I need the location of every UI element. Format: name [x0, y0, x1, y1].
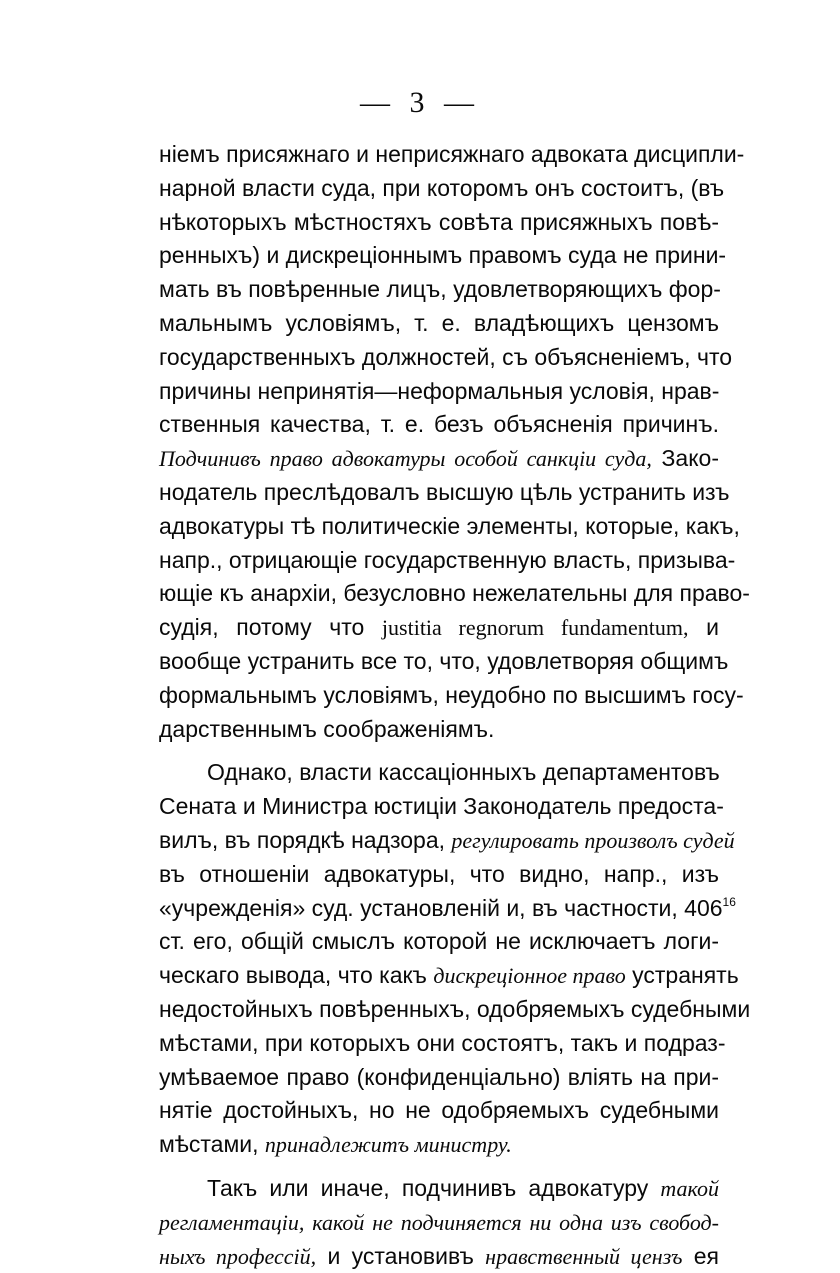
- text-run: Такъ или иначе, подчинивъ адвокатуру: [207, 1175, 660, 1201]
- text-run: вилъ, въ порядкѣ надзора,: [159, 827, 451, 853]
- text-run: дарственнымъ соображеніямъ.: [159, 716, 494, 742]
- text-line: [159, 892, 719, 926]
- text-run: нѣкоторыхъ мѣстностяхъ совѣта присяжныхъ повѣ-: [159, 209, 719, 235]
- italic-text: регламентаціи, какой не подчиняется ни одна изъ свобод-: [159, 1210, 719, 1235]
- text-run: Однако, власти кассаціонныхъ департаментовъ: [207, 759, 720, 785]
- italic-text: принадлежитъ министру.: [265, 1132, 512, 1157]
- paragraph: [159, 1172, 719, 1273]
- text-line: [159, 756, 719, 790]
- text-line: [159, 239, 719, 273]
- text-run: и: [689, 614, 719, 640]
- text-line: [159, 959, 719, 993]
- text-run: государственныхъ должностей, съ объясненіемъ, что: [159, 344, 732, 370]
- text-line: [159, 476, 719, 510]
- text-run: ренныхъ) и дискреціоннымъ правомъ суда не прини-: [159, 242, 726, 268]
- text-run: формальнымъ условіямъ, неудобно по высшимъ госу-: [159, 682, 744, 708]
- text-line: [159, 1094, 719, 1128]
- text-run: устранять: [626, 962, 739, 988]
- text-line: [159, 341, 719, 375]
- text-line: [159, 1240, 719, 1273]
- text-run: Зако-: [652, 445, 719, 471]
- text-line: [159, 1027, 719, 1061]
- body-text: [159, 138, 719, 1273]
- latin-phrase: justitia regnorum fundamentum,: [382, 615, 689, 640]
- text-line: [159, 577, 719, 611]
- text-line: [159, 1172, 719, 1206]
- text-line: [159, 442, 719, 476]
- paragraph-gap: [159, 746, 719, 756]
- text-line: [159, 138, 719, 172]
- text-line: [159, 858, 719, 892]
- text-line: [159, 925, 719, 959]
- text-run: напр., отрицающіе государственную власть, призыва-: [159, 547, 735, 573]
- text-run: нарной власти суда, при которомъ онъ состоитъ, (въ: [159, 175, 724, 201]
- text-run: адвокатуры тѣ политическіе элементы, которые, какъ,: [159, 513, 740, 539]
- text-run: нятіе достойныхъ, но не одобряемыхъ судебными: [159, 1097, 719, 1123]
- text-run: судія, потому что: [159, 614, 382, 640]
- page-number: — 3 —: [0, 86, 840, 120]
- text-run: мѣстами,: [159, 1131, 265, 1157]
- italic-text: ныхъ профессій,: [159, 1244, 316, 1269]
- text-run: ческаго вывода, что какъ: [159, 962, 433, 988]
- text-line: [159, 206, 719, 240]
- italic-text: регулировать произволъ судей: [451, 828, 734, 853]
- text-run: ственныя качества, т. е. безъ объясненія причинъ.: [159, 411, 719, 437]
- paragraph: [159, 138, 719, 746]
- text-run: мать въ повѣренные лицъ, удовлетворяющихъ фор-: [159, 276, 721, 302]
- text-run: нодатель преслѣдовалъ высшую цѣль устранить изъ: [159, 479, 729, 505]
- text-line: [159, 713, 719, 747]
- italic-text: нравственный цензъ: [485, 1244, 682, 1269]
- text-run: и установивъ: [316, 1243, 485, 1269]
- text-line: [159, 544, 719, 578]
- text-line: [159, 273, 719, 307]
- footnote-mark: 16: [723, 895, 736, 909]
- text-line: [159, 611, 719, 645]
- text-run: вообще устранить все то, что, удовлетворяя общимъ: [159, 648, 728, 674]
- text-run: умѣваемое право (конфиденціально) вліять на при-: [159, 1064, 719, 1090]
- text-line: [159, 172, 719, 206]
- text-line: [159, 679, 719, 713]
- text-run: причины непринятія—неформальныя условія, нрав-: [159, 378, 719, 404]
- text-line: [159, 993, 719, 1027]
- text-line: [159, 1061, 719, 1095]
- text-line: [159, 408, 719, 442]
- text-line: [159, 375, 719, 409]
- text-run: ніемъ присяжнаго и неприсяжнаго адвоката дисципли-: [159, 141, 744, 167]
- text-line: [159, 645, 719, 679]
- text-line: [159, 1128, 719, 1162]
- text-line: [159, 510, 719, 544]
- text-line: [159, 1206, 719, 1240]
- text-line: [159, 307, 719, 341]
- italic-text: такой: [660, 1176, 719, 1201]
- text-run: мальнымъ условіямъ, т. е. владѣющихъ цензомъ: [159, 310, 719, 336]
- paragraph: [159, 756, 719, 1162]
- italic-text: дискреціонное право: [433, 963, 625, 988]
- text-run: ющіе къ анархіи, безусловно нежелательны для право-: [159, 580, 750, 606]
- text-run: недостойныхъ повѣренныхъ, одобряемыхъ судебными: [159, 996, 750, 1022]
- text-run: мѣстами, при которыхъ они состоятъ, такъ и подраз-: [159, 1030, 725, 1056]
- text-line: [159, 790, 719, 824]
- text-run: въ отношеніи адвокатуры, что видно, напр., изъ: [159, 861, 719, 887]
- paragraph-gap: [159, 1162, 719, 1172]
- text-run: Сената и Министра юстиціи Законодатель предоста-: [159, 793, 724, 819]
- italic-text: Подчинивъ право адвокатуры особой санкціи суда,: [159, 446, 652, 471]
- text-run: ея: [682, 1243, 719, 1269]
- text-line: [159, 824, 719, 858]
- text-run: ст. его, общій смыслъ которой не исключаетъ логи-: [159, 928, 719, 954]
- text-run: «учрежденія» суд. установленій и, въ частности, 406: [159, 895, 723, 921]
